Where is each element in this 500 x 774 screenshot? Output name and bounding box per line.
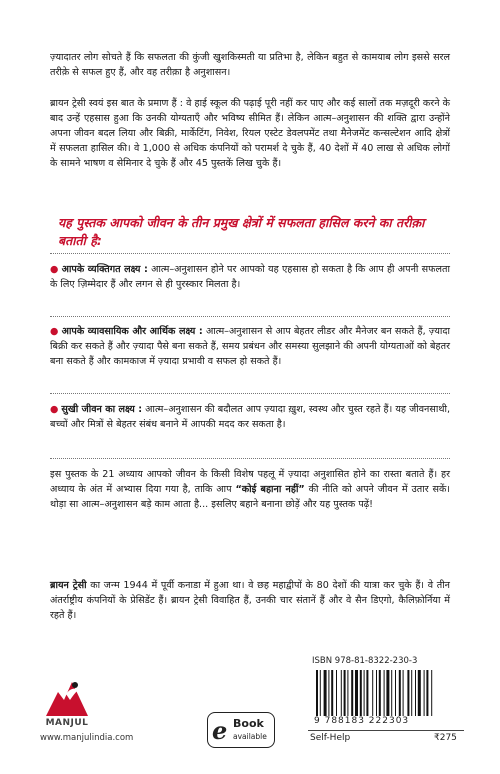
bullet-text: आत्म–अनुशासन होने पर आपको यह एहसास हो सकता है कि आप ही अपनी सफलता के लिए ज़िम्मेदार हैं और लगन से ही पुरस्कार मिलता है। — [50, 264, 450, 290]
about-author-paragraph: ब्रायन ट्रेसी स्वयं इस बात के प्रमाण हैं : वे हाई स्कूल की पढ़ाई पूरी नहीं कर पाए और कई सालों तक मज़दूरी करने के बाद उन्हें एहसास हुआ कि उनकी योग्यताएँ और भविष्य सीमित हैं। लेकिन आत्म–अनुशासन की शक्ति द्वारा उन्होंने अपना जीवन बदल लिया और बिक्री, मार्केटिंग, निवेश, रियल एस्टेट डेवलपमेंट तथा मैनेजमेंट कन्सल्टेशन आदि क्षेत्रों में सफलता हासिल की। वे 1,000 से अधिक कंपनियों को परामर्श दे चुके हैं, 40 देशों में 40 लाख से अधिक लोगों के सामने भाषण व सेमिनार दे चुके हैं और 45 पुस्तकें लिख चुके हैं। — [50, 98, 450, 169]
divider — [50, 458, 450, 459]
divider — [50, 253, 450, 254]
author-bio-text: का जन्म 1944 में पूर्वी कनाडा में हुआ था। वे छह महाद्वीपों के 80 देशों की यात्रा कर चुके हैं। वे तीन अंतर्राष्ट्रीय कंपनियों के प्रेसिडेंट हैं। ब्रायन ट्रेसी विवाहित हैं, उनकी चार संतानें हैं और वे सैन डिएगो, कैलिफ़ोर्निया में रहते हैं। — [50, 580, 451, 621]
bullet-item-professional — [50, 324, 450, 369]
divider — [50, 393, 450, 394]
publisher-website: www.manjulindia.com — [40, 733, 134, 743]
isbn-text: ISBN 978-81-8322-230-3 — [312, 656, 418, 666]
bullet-text: आत्म–अनुशासन से आप बेहतर लीडर और मैनेजर बन सकते हैं, ज़्यादा बिक्री कर सकते हैं और ज़्यादा पैसे बना सकते हैं, समय प्रबंधन और समस्या सुलझाने की अपनी योग्यताओं को बेहतर बना सकते हैं और कामकाज में ज़्यादा प्रभावी व सफल हो सकते हैं। — [50, 326, 450, 367]
bullet-item-happy-life — [50, 402, 450, 432]
chapters-paragraph — [50, 467, 450, 512]
chapters-text-b: की नीति को अपने जीवन में उतार सकें। थोड़ा सा आत्म–अनुशासन बड़े काम आता है... इसलिए बहाने बनाना छोड़ें और यह पुस्तक पढ़ें! — [50, 484, 450, 510]
chapters-text-a: इस पुस्तक के 21 अध्याय आपको जीवन के किसी विशेष पहलू में ज़्यादा अनुशासित होने का रास्ता बताते हैं। हर अध्याय के अंत में अभ्यास दिया गया है, ताकि आप — [50, 469, 450, 495]
publisher-logo-text: MANJUL — [45, 718, 89, 728]
ebook-label: Book — [233, 717, 264, 730]
bullet-text: आत्म–अनुशासन की बदौलत आप ज़्यादा ख़ुश, स्वस्थ और चुस्त रहते हैं। यह जीवनसाथी, बच्चों और मित्रों से बेहतर संबंध बनाने में आपकी मदद कर सकता है। — [50, 404, 451, 430]
bullet-heading: आपके व्यावसायिक और आर्थिक लक्ष्य : — [61, 326, 203, 337]
intro-paragraph: ज़्यादातर लोग सोचते हैं कि सफलता की कुंजी खुशकिस्मती या प्रतिभा है, लेकिन बहुत से कामयाब लोग इससे सरल तरीक़े से सफल हुए हैं, और वह तरीक़ा है अनुशासन। — [50, 52, 450, 78]
ebook-letter: e — [212, 716, 228, 745]
author-bio-paragraph — [50, 578, 450, 623]
highlight-heading: यह पुस्तक आपको जीवन के तीन प्रमुख क्षेत्रों में सफलता हासिल करने का तरीक़ा बताती है: — [58, 215, 425, 248]
category-label: Self-Help — [310, 733, 351, 743]
bullet-heading: सुखी जीवन का लक्ष्य : — [61, 404, 143, 415]
barcode-icon — [310, 670, 462, 716]
bullet-dot-icon: ● — [50, 264, 59, 275]
barcode-number: 9 788183 222303 — [314, 716, 410, 726]
no-excuses-quote: “कोई बहाना नहीं” — [235, 484, 305, 495]
price-label: ₹275 — [434, 733, 457, 743]
author-name: ब्रायन ट्रेसी — [50, 580, 87, 591]
ebook-available-label: available — [233, 732, 267, 741]
ebook-available-badge — [207, 712, 275, 748]
manjul-logo-icon — [42, 670, 92, 720]
divider — [308, 730, 464, 731]
bullet-dot-icon: ● — [50, 404, 59, 415]
bullet-heading: आपके व्यक्तिगत लक्ष्य : — [61, 264, 148, 275]
bullet-dot-icon: ● — [50, 326, 59, 337]
divider — [50, 316, 450, 317]
bullet-item-personal — [50, 262, 450, 292]
